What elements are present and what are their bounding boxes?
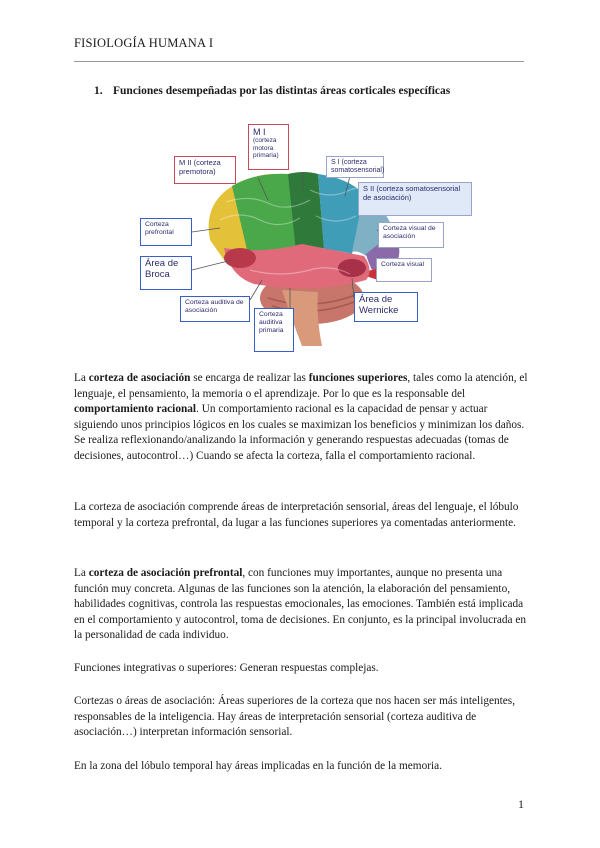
- page-header-title: FISIOLOGÍA HUMANA I: [74, 36, 214, 50]
- label-auditory-association: Corteza auditiva de asociación: [180, 296, 250, 322]
- header-divider: [74, 61, 524, 62]
- label-visual: Corteza visual: [376, 258, 432, 282]
- broca-region: [224, 248, 256, 268]
- label-broca: Área de Broca: [140, 256, 192, 290]
- brain-cortex-figure: [140, 120, 480, 352]
- label-m1: M I (corteza motora primaria): [248, 124, 289, 170]
- paragraph-3: La corteza de asociación prefrontal, con funciones muy importantes, aunque no presenta una función muy concreta. Algunas de las funciones son la atención, la elaboración del pensamiento, habilidades cognitivas, controla las respuestas emocionales, las emociones. También está implicada en el comportamiento y autocontrol, toma de decisiones. En conjunto, es la principal involucrada en la personalidad de cada individuo.: [74, 567, 527, 642]
- paragraph-2: La corteza de asociación comprende áreas de interpretación sensorial, áreas del lenguaje, el lóbulo temporal y la corteza prefrontal, da lugar a las funciones superiores ya comentadas anteriormente.: [74, 501, 519, 529]
- paragraph-6: En la zona del lóbulo temporal hay áreas implicadas en la función de la memoria.: [74, 760, 442, 772]
- label-auditory-primary: Corteza auditiva primaria: [254, 308, 294, 352]
- paragraph-5: Cortezas o áreas de asociación: Áreas superiores de la corteza que nos hacen ser más inteligentes, responsables de la inteligencia. Hay áreas de interpretación sensorial (corteza auditiva de asociación…) interpretan información sensorial.: [74, 695, 516, 739]
- label-visual-association: Corteza visual de asociación: [378, 222, 444, 248]
- bold-term: corteza de asociación prefrontal: [88, 567, 243, 579]
- section-number: 1.: [94, 85, 103, 97]
- bold-term: comportamiento racional: [74, 403, 197, 416]
- label-m2: M II (corteza premotora): [174, 156, 236, 184]
- wernicke-region: [338, 259, 366, 277]
- paragraph-1: La corteza de asociación se encarga de realizar las funciones superiores, tales como la atención, el lenguaje, el pensamiento, la memoria o el aprendizaje. Por lo que es la responsable del comportamiento racional. Un comportamiento racional es la capacidad de pensar y actuar siguiendo unos principios lógicos en los cuales se maximizan los beneficios y minimizan los daños. Se realiza reflexionando/analizando la información y generando respuestas adecuadas (tomas de decisiones, autocontrol…) Cuando se afecta la corteza, falla el comportamiento racional.: [74, 372, 528, 462]
- page-number: 1: [518, 797, 524, 811]
- bold-term: funciones superiores: [308, 372, 408, 384]
- paragraph-4: Funciones integrativas o superiores: Generan respuestas complejas.: [74, 662, 379, 674]
- label-wernicke: Área de Wernicke: [354, 292, 418, 322]
- label-s1: S I (corteza somatosensorial): [326, 156, 384, 178]
- bold-term: corteza de asociación: [88, 372, 191, 384]
- section-heading: [94, 85, 450, 97]
- label-prefrontal: Corteza prefrontal: [140, 218, 192, 246]
- section-title: Funciones desempeñadas por las distintas áreas corticales específicas: [113, 85, 451, 97]
- label-s2: S II (corteza somatosensorial de asociación): [358, 182, 472, 216]
